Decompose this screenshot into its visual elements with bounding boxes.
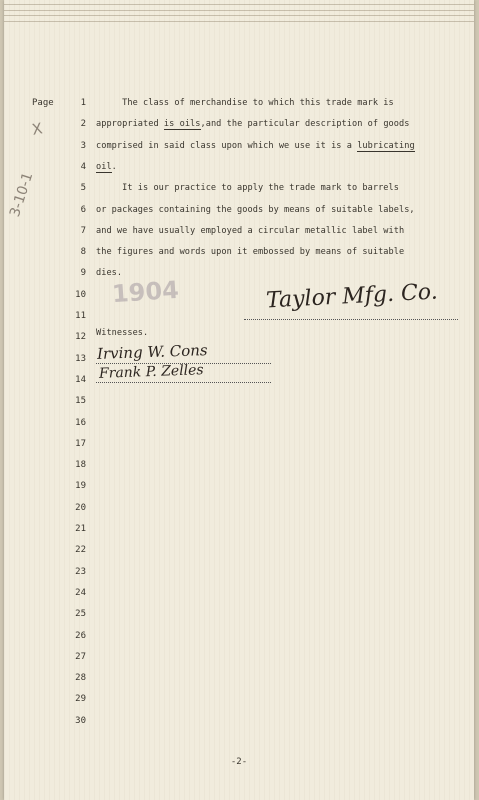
line-number: 30 (75, 715, 86, 726)
underlined-text: lubricating (357, 140, 415, 151)
line-number: 19 (75, 481, 86, 492)
line-number: 20 (75, 502, 86, 513)
margin-x-mark: X (30, 119, 44, 139)
line-number: 14 (75, 374, 86, 385)
fold-line (4, 10, 474, 11)
text-line (96, 141, 415, 151)
text-line (96, 268, 122, 278)
line-number: 12 (75, 332, 86, 343)
text-segment: the figures and words upon it embossed by means of suitable (96, 247, 405, 258)
text-line (96, 98, 394, 108)
line-number: 8 (80, 247, 86, 258)
text-segment: or packages containing the goods by means of suitable labels, (96, 204, 415, 215)
text-line (96, 162, 117, 172)
underlined-text: is oils (163, 119, 201, 130)
page-label: Page (32, 98, 54, 108)
applicant-signature: Taylor Mfg. Co. (265, 279, 439, 314)
fold-line (4, 15, 474, 16)
document-page (4, 0, 474, 800)
line-number: 6 (80, 204, 86, 215)
faint-stamp: 1904 (111, 275, 180, 309)
line-number: 26 (75, 630, 86, 641)
fold-line (4, 21, 474, 22)
text-segment: dies. (96, 268, 123, 279)
line-number: 28 (75, 673, 86, 684)
text-segment: appropriated (96, 119, 164, 130)
fold-line (4, 4, 474, 5)
line-number: 5 (80, 183, 86, 194)
line-number: 4 (80, 161, 86, 172)
text-segment: It is our practice to apply the trade mark to barrels (96, 183, 399, 194)
text-segment: comprised in said class upon which we use it is a (96, 140, 358, 151)
text-segment: The class of merchandise to which this trade mark is (96, 98, 394, 108)
line-number: 23 (75, 566, 86, 577)
text-line (96, 247, 404, 257)
line-number: 11 (75, 311, 86, 321)
line-number: 9 (80, 268, 86, 279)
text-line (96, 205, 415, 215)
line-number: 29 (75, 694, 86, 705)
text-segment: ,and the particular description of goods (200, 119, 410, 130)
margin-date-note: 3-10-1 (7, 170, 37, 219)
line-number: 7 (80, 225, 86, 236)
line-number: 16 (75, 417, 86, 428)
line-number: 24 (75, 587, 86, 598)
line-number: 2 (80, 119, 86, 130)
page-number: -2- (230, 757, 248, 767)
witness-signature-1: Irving W. Cons (96, 341, 208, 363)
line-number: 13 (75, 353, 86, 364)
line-number: 15 (75, 396, 86, 407)
text-segment: and we have usually employed a circular metallic label with (96, 225, 405, 236)
line-number: 18 (75, 460, 86, 471)
signature-line (244, 318, 458, 320)
witnesses-label: Witnesses. (96, 328, 149, 338)
line-number: 21 (75, 524, 86, 534)
text-line (96, 119, 409, 129)
text-line (96, 183, 399, 193)
line-number: 10 (75, 289, 86, 300)
underlined-text: oil (96, 161, 112, 172)
line-number: 17 (75, 438, 86, 449)
line-number: 27 (75, 651, 86, 662)
line-number: 1 (80, 98, 86, 108)
text-line (96, 226, 404, 236)
line-number: 25 (75, 609, 86, 620)
witness-signature-2: Frank P. Zelles (98, 362, 204, 382)
line-number: 22 (75, 545, 86, 556)
witness-line-2 (96, 381, 271, 383)
text-segment: . (111, 161, 117, 172)
line-number: 3 (80, 140, 86, 151)
